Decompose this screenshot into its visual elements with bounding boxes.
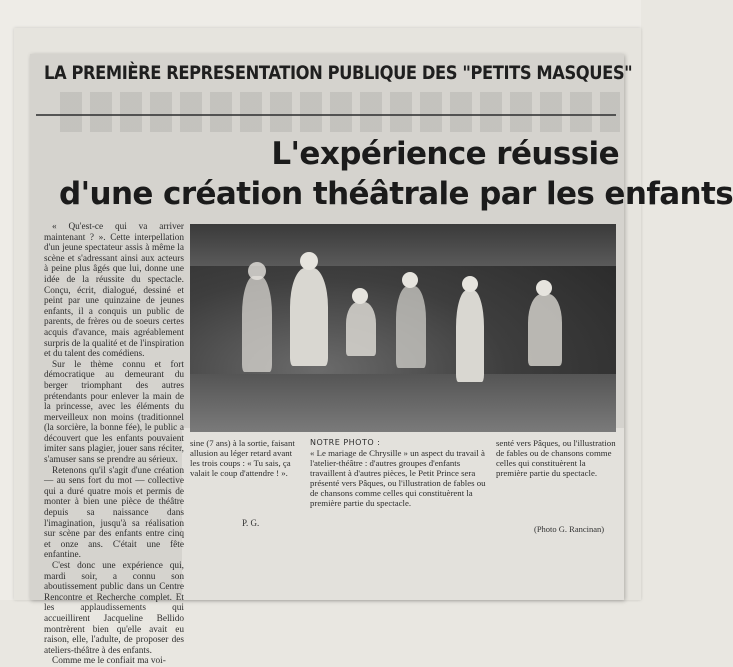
headline-line-1: L'expérience réussie bbox=[271, 136, 619, 172]
body-paragraph: C'est donc une expérience qui, mardi soir, a connu son aboutissement public dans un Centre Rencontre et Recherche complet. Et les applaudissements qui accueillirent Jacqueline Bellido montrèrent bien qu'elle avait eu raison, elle, l'adulte, de proposer des ateliers-théâtre à des enfants. bbox=[44, 561, 184, 656]
photo-note-continuation: senté vers Pâques, ou l'illustration de fables ou de chansons comme celles qui constituèrent la première partie du spectacle. bbox=[496, 438, 616, 478]
photo-note-text: « Le mariage de Chrysille » un aspect du travail à l'atelier-théâtre : d'autres groupes d'enfants travaillent à d'autres pièces, le Petit Prince sera présenté vers Pâques, ou l'illustration de fables ou de chansons comme celles qui constituèrent la première partie du spectacle. bbox=[310, 448, 486, 508]
child-figure bbox=[290, 268, 328, 366]
photo-credit: (Photo G. Rancinan) bbox=[534, 524, 605, 534]
photo-note-heading: NOTRE PHOTO : bbox=[310, 438, 381, 447]
stage-photo bbox=[190, 224, 616, 432]
body-paragraph: Comme me le confiait ma voi- bbox=[52, 656, 166, 667]
child-figure bbox=[346, 302, 376, 356]
child-figure-head bbox=[300, 252, 318, 270]
headline-line-2: d'une création théâtrale par les enfants bbox=[59, 176, 733, 212]
body-paragraph: Sur le thème connu et fort démocratique au demeurant du berger triomphant des autres prétendants pour enlever la main de la princesse, avec les éléments du merveilleux non moins (traditionnel (la sorcière, la bonne fée), le public a découvert que les enfants pouvaient imiter sans plagier, jouer sans réciter, s'amuser sans se prendre au sérieux. bbox=[44, 359, 184, 466]
child-figure bbox=[456, 290, 484, 382]
child-figure bbox=[528, 294, 562, 366]
child-figure-head bbox=[402, 272, 418, 288]
child-figure bbox=[242, 276, 272, 372]
author-signature: P. G. bbox=[242, 518, 260, 528]
article-continuation: sine (7 ans) à la sortie, faisant allusion au léger retard avant les trois coups : « Tu sais, ça valait le coup d'attendre ! ». bbox=[190, 438, 295, 478]
photo-note bbox=[310, 438, 486, 548]
child-figure bbox=[396, 286, 426, 368]
child-figure-head bbox=[248, 262, 266, 280]
photo-stage-floor bbox=[190, 374, 616, 432]
article-kicker: LA PREMIÈRE REPRESENTATION PUBLIQUE DES "PETITS MASQUES" bbox=[44, 62, 633, 84]
child-figure-head bbox=[352, 288, 368, 304]
photo-backdrop bbox=[190, 224, 616, 266]
child-figure-head bbox=[536, 280, 552, 296]
body-paragraph: « Qu'est-ce qui va arriver maintenant ? ». Cette interpellation d'un jeune spectateur assis à même la scène et s'adressant ainsi aux acteurs à peine plus âgés que lui, donne une idée de la réussite du spectacle. Conçu, écrit, dialogué, dessiné et peint par une quinzaine de jeunes enfants, il a conquis un public de parents, de frères ou de soeurs certes acquis d'avance, mais agréablement surpris de la qualité et de l'inspiration et du talent des comédiens. bbox=[44, 222, 184, 360]
child-figure-head bbox=[462, 276, 478, 292]
article-body-column bbox=[44, 222, 184, 667]
show-through-print bbox=[60, 92, 620, 132]
body-paragraph: Retenons qu'il s'agit d'une création — au sens fort du mot — collective qui a duré quatre mois et permis de monter à bien une pièce de théâtre depuis sa naissance dans l'imagination, jusqu'à sa réalisation sur scène par des enfants entre cinq et onze ans. C'était une fête enfantine. bbox=[44, 465, 184, 561]
